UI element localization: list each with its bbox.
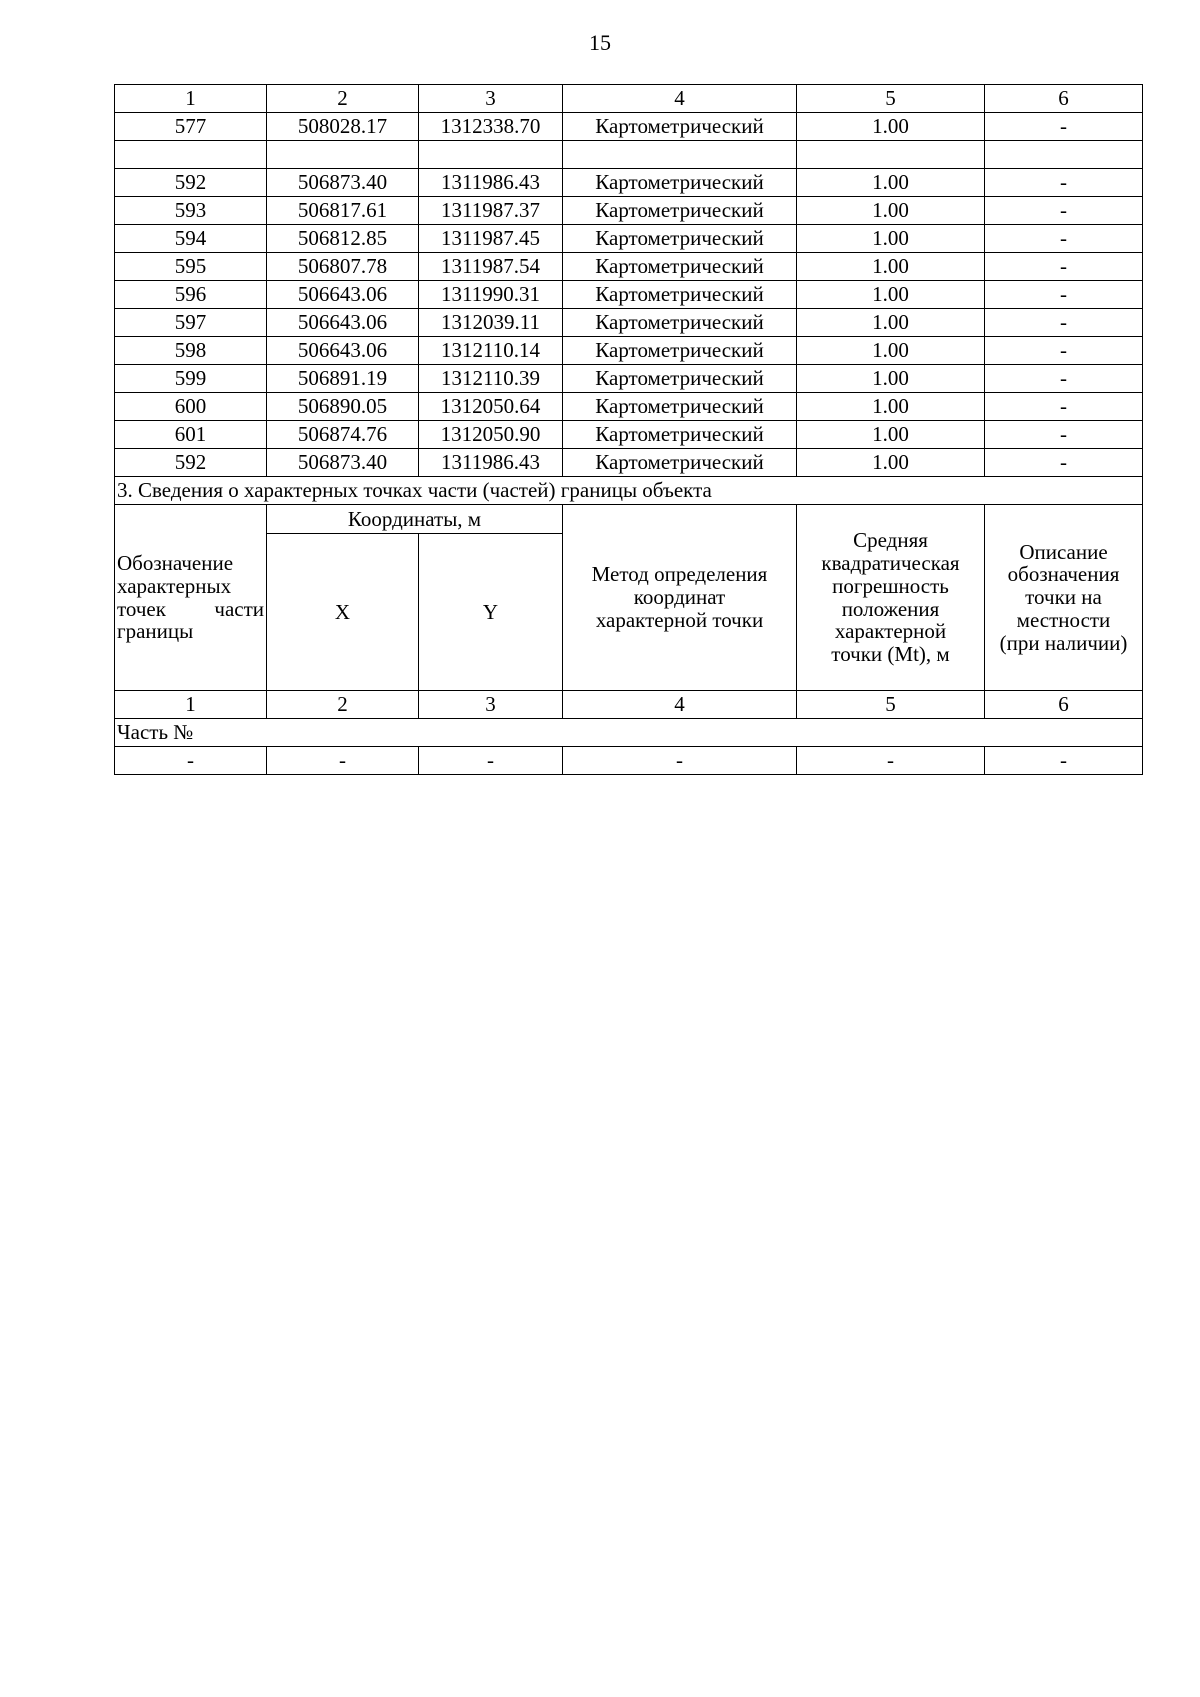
column-number: 1 bbox=[115, 85, 267, 113]
table-row bbox=[115, 197, 1143, 225]
point-number: 592 bbox=[115, 169, 267, 197]
y-header: Y bbox=[419, 534, 563, 691]
method: Картометрический bbox=[563, 393, 797, 421]
method: Картометрический bbox=[563, 113, 797, 141]
point-description: - bbox=[985, 253, 1143, 281]
point-description: - bbox=[985, 169, 1143, 197]
mean-error: 1.00 bbox=[797, 169, 985, 197]
coord-y: 1311987.54 bbox=[419, 253, 563, 281]
table-row bbox=[115, 309, 1143, 337]
point-number: 597 bbox=[115, 309, 267, 337]
point-description: - bbox=[985, 197, 1143, 225]
mean-error: 1.00 bbox=[797, 421, 985, 449]
part-label: Часть № bbox=[115, 719, 1143, 747]
coord-y: 1311986.43 bbox=[419, 169, 563, 197]
table-row bbox=[115, 393, 1143, 421]
coord-x: 506643.06 bbox=[267, 281, 419, 309]
point-description: - bbox=[985, 281, 1143, 309]
point-number: 595 bbox=[115, 253, 267, 281]
method: Картометрический bbox=[563, 169, 797, 197]
section-number-row bbox=[115, 691, 1143, 719]
method: Картометрический bbox=[563, 449, 797, 477]
point-designation-header: Обозначение характерных точек части границы bbox=[115, 505, 267, 691]
point-number: 596 bbox=[115, 281, 267, 309]
point-number: 594 bbox=[115, 225, 267, 253]
point-number: 599 bbox=[115, 365, 267, 393]
coord-y: 1312338.70 bbox=[419, 113, 563, 141]
point-number: 593 bbox=[115, 197, 267, 225]
coord-x: 506643.06 bbox=[267, 309, 419, 337]
column-number: 6 bbox=[985, 85, 1143, 113]
column-number: 5 bbox=[797, 85, 985, 113]
method: Картометрический bbox=[563, 253, 797, 281]
coord-y: 1312110.14 bbox=[419, 337, 563, 365]
coord-x: 506643.06 bbox=[267, 337, 419, 365]
empty-cell: - bbox=[267, 747, 419, 775]
method: Картометрический bbox=[563, 225, 797, 253]
point-description: - bbox=[985, 309, 1143, 337]
section-title: 3. Сведения о характерных точках части (частей) границы объекта bbox=[115, 477, 1143, 505]
mean-error: 1.00 bbox=[797, 449, 985, 477]
mean-error: 1.00 bbox=[797, 309, 985, 337]
x-header: X bbox=[267, 534, 419, 691]
coord-x: 506891.19 bbox=[267, 365, 419, 393]
mean-error: 1.00 bbox=[797, 281, 985, 309]
coordinates-table bbox=[114, 84, 1143, 775]
column-number: 5 bbox=[797, 691, 985, 719]
point-description-header: Описание обозначения точки на местности (при наличии) bbox=[985, 505, 1143, 691]
column-number: 2 bbox=[267, 85, 419, 113]
point-description: - bbox=[985, 337, 1143, 365]
table-row bbox=[115, 281, 1143, 309]
column-number-row bbox=[115, 85, 1143, 113]
mean-error: 1.00 bbox=[797, 393, 985, 421]
table-row bbox=[115, 421, 1143, 449]
point-description: - bbox=[985, 113, 1143, 141]
method: Картометрический bbox=[563, 309, 797, 337]
section-title-row bbox=[115, 477, 1143, 505]
coord-x: 506812.85 bbox=[267, 225, 419, 253]
coord-x: 508028.17 bbox=[267, 113, 419, 141]
table-row bbox=[115, 169, 1143, 197]
coord-x: 506817.61 bbox=[267, 197, 419, 225]
point-description: - bbox=[985, 449, 1143, 477]
coord-y: 1312050.90 bbox=[419, 421, 563, 449]
mean-error: 1.00 bbox=[797, 225, 985, 253]
coord-y: 1311987.45 bbox=[419, 225, 563, 253]
point-number: 598 bbox=[115, 337, 267, 365]
empty-separator-row bbox=[115, 141, 1143, 169]
empty-cell: - bbox=[419, 747, 563, 775]
column-number: 3 bbox=[419, 85, 563, 113]
method: Картометрический bbox=[563, 421, 797, 449]
point-number: 577 bbox=[115, 113, 267, 141]
column-number: 2 bbox=[267, 691, 419, 719]
empty-cell: - bbox=[115, 747, 267, 775]
table-row bbox=[115, 747, 1143, 775]
point-number: 600 bbox=[115, 393, 267, 421]
coord-x: 506890.05 bbox=[267, 393, 419, 421]
point-number: 601 bbox=[115, 421, 267, 449]
point-number: 592 bbox=[115, 449, 267, 477]
coord-x: 506873.40 bbox=[267, 169, 419, 197]
part-label-row bbox=[115, 719, 1143, 747]
table-row bbox=[115, 449, 1143, 477]
empty-cell: - bbox=[985, 747, 1143, 775]
method: Картометрический bbox=[563, 337, 797, 365]
coord-y: 1312050.64 bbox=[419, 393, 563, 421]
coord-y: 1312039.11 bbox=[419, 309, 563, 337]
coord-y: 1311987.37 bbox=[419, 197, 563, 225]
point-description: - bbox=[985, 225, 1143, 253]
page-number: 15 bbox=[589, 30, 611, 55]
column-number: 4 bbox=[563, 691, 797, 719]
table-row bbox=[115, 337, 1143, 365]
table-row bbox=[115, 365, 1143, 393]
coord-y: 1311986.43 bbox=[419, 449, 563, 477]
coord-y: 1311990.31 bbox=[419, 281, 563, 309]
column-number: 4 bbox=[563, 85, 797, 113]
table-row bbox=[115, 253, 1143, 281]
mean-error: 1.00 bbox=[797, 113, 985, 141]
mean-error: 1.00 bbox=[797, 365, 985, 393]
point-description: - bbox=[985, 421, 1143, 449]
mean-error: 1.00 bbox=[797, 253, 985, 281]
coord-y: 1312110.39 bbox=[419, 365, 563, 393]
table-row bbox=[115, 113, 1143, 141]
point-description: - bbox=[985, 365, 1143, 393]
method: Картометрический bbox=[563, 281, 797, 309]
method: Картометрический bbox=[563, 365, 797, 393]
section-header-row bbox=[115, 505, 1143, 534]
column-number: 3 bbox=[419, 691, 563, 719]
method: Картометрический bbox=[563, 197, 797, 225]
coordinates-header: Координаты, м bbox=[267, 505, 563, 534]
coord-x: 506874.76 bbox=[267, 421, 419, 449]
coord-x: 506873.40 bbox=[267, 449, 419, 477]
empty-cell: - bbox=[797, 747, 985, 775]
mean-error-header: Средняя квадратическая погрешность положения характерной точки (Mt), м bbox=[797, 505, 985, 691]
empty-cell: - bbox=[563, 747, 797, 775]
coordinates-table-body bbox=[115, 85, 1143, 775]
column-number: 1 bbox=[115, 691, 267, 719]
column-number: 6 bbox=[985, 691, 1143, 719]
coord-x: 506807.78 bbox=[267, 253, 419, 281]
table-row bbox=[115, 225, 1143, 253]
mean-error: 1.00 bbox=[797, 197, 985, 225]
point-description: - bbox=[985, 393, 1143, 421]
method-header: Метод определения координат характерной точки bbox=[563, 505, 797, 691]
mean-error: 1.00 bbox=[797, 337, 985, 365]
